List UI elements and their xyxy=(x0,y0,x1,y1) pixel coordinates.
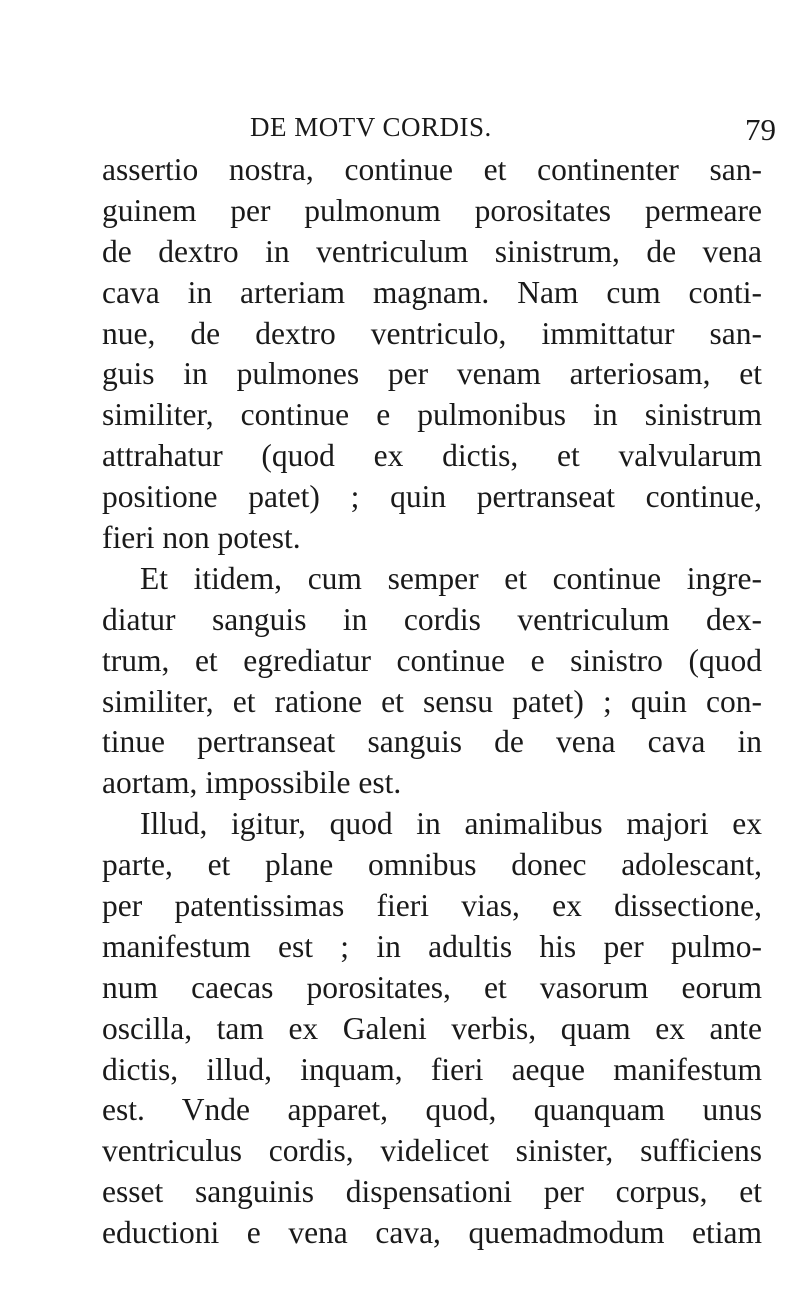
text-line: assertio nostra, continue et continenter san- xyxy=(102,152,762,187)
running-title: DE MOTV CORDIS. xyxy=(250,112,492,142)
text-line: positione patet) ; quin pertranseat continue, xyxy=(102,479,762,515)
text-line: aortam, impossibile est. xyxy=(102,765,402,801)
text-line: manifestum est ; in adultis his per pulmo- xyxy=(102,928,762,964)
text-line: eductioni e vena cava, quemadmodum etiam xyxy=(102,1215,762,1251)
text-line: similiter, et ratione et sensu patet) ; quin con- xyxy=(102,683,762,719)
text-line: tinue pertranseat sanguis de vena cava in xyxy=(102,724,762,760)
text-line: est. Vnde apparet, quod, quanquam unus xyxy=(102,1092,762,1128)
body-text xyxy=(102,150,762,1254)
text-line: fieri non potest. xyxy=(102,520,301,556)
text-line: cava in arteriam magnam. Nam cum conti- xyxy=(102,274,762,310)
paragraph-first-line: Illud, igitur, quod in animalibus majori ex xyxy=(140,806,762,842)
text-line: diatur sanguis in cordis ventriculum dex- xyxy=(102,601,762,637)
text-line: num caecas porositates, et vasorum eorum xyxy=(102,969,762,1005)
text-line: guis in pulmones per venam arteriosam, et xyxy=(102,356,762,392)
text-line: esset sanguinis dispensationi per corpus, et xyxy=(102,1174,762,1210)
text-line: nue, de dextro ventriculo, immittatur san- xyxy=(102,315,762,351)
text-line: oscilla, tam ex Galeni verbis, quam ex ante xyxy=(102,1010,762,1046)
text-line: similiter, continue e pulmonibus in sinistrum xyxy=(102,397,762,433)
text-line: de dextro in ventriculum sinistrum, de vena xyxy=(102,233,762,269)
text-line: guinem per pulmonum porositates permeare xyxy=(102,192,762,228)
text-line: attrahatur (quod ex dictis, et valvularum xyxy=(102,438,762,474)
paragraph-first-line: Et itidem, cum semper et continue ingre- xyxy=(140,560,762,596)
text-line: dictis, illud, inquam, fieri aeque manifestum xyxy=(102,1051,762,1087)
page-number: 79 xyxy=(745,112,776,147)
text-line: parte, et plane omnibus donec adolescant, xyxy=(102,847,762,883)
text-line: trum, et egrediatur continue e sinistro (quod xyxy=(102,642,762,678)
text-line: per patentissimas fieri vias, ex dissectione, xyxy=(102,888,762,924)
text-line: ventriculus cordis, videlicet sinister, sufficiens xyxy=(102,1133,762,1169)
